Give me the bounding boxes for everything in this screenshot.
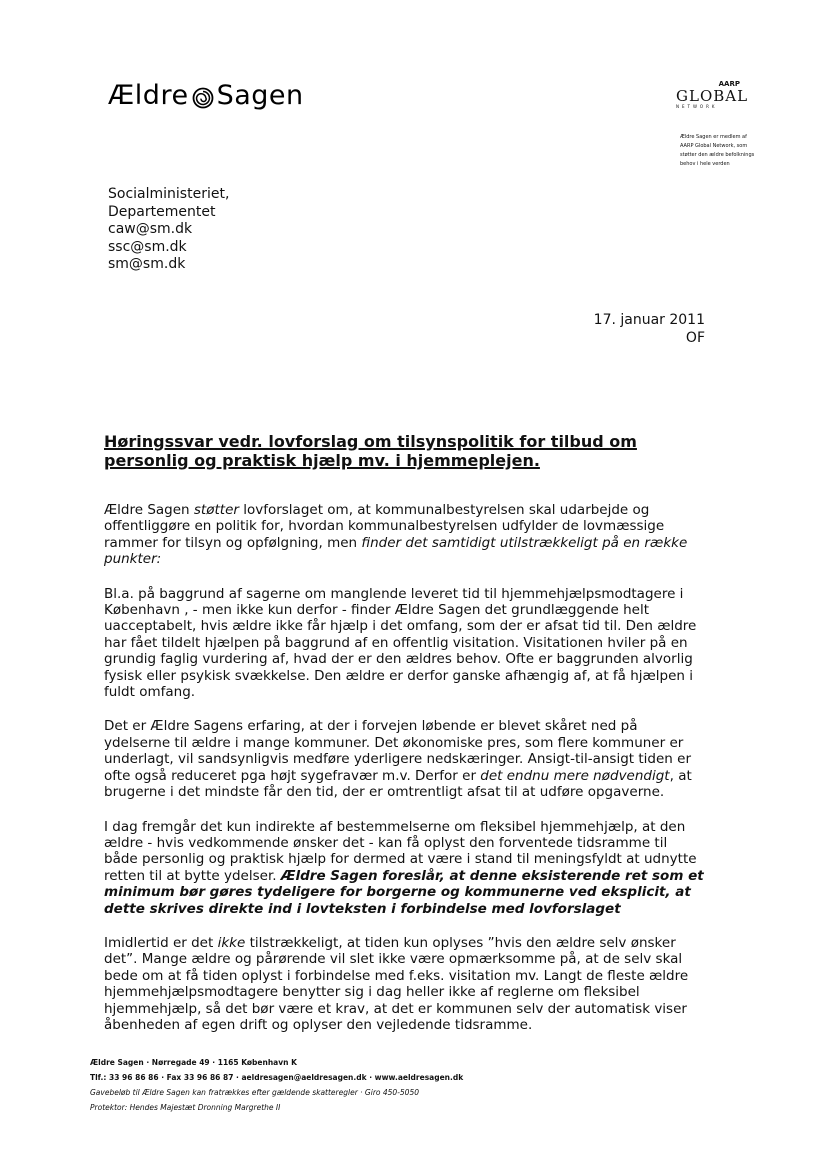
aarp-network-label: NETWORK [676,104,718,109]
aarp-label: AARP [718,80,740,88]
aarp-global-logo [676,80,776,169]
footer-donation-note: Gavebeløb til Ældre Sagen kan fratrækkes efter gældende skatteregler · Giro 450-5050 [90,1088,419,1097]
author-initials: OF [685,329,705,346]
logo-text-left: Ældre [108,80,189,111]
paragraph-5: Imidlertid er det ikke tilstrækkeligt, at tiden kun oplyses ”hvis den ældre selv ønsker det”. Mange ældre og pårørende vil slet ikke være opmærksomme på, at de selv skal bede om at få tiden oplyst i forbindelse med f.eks. visitation mv. Langt de fleste ældre hjemmehjælpsmodtagere benytter sig i dag heller ikke af reglerne om fleksibel hjemmehjælp, så det bør være et krav, at det er kommunen selv der automatisk viser åbenheden af egen drift og oplyser den vejledende tidsramme. [104,934,689,1033]
recipient-address [108,186,229,274]
letter-date: 17. januar 2011 [593,312,705,328]
paragraph-2: Bl.a. på baggrund af sagerne om manglende leveret tid til hjemmehjælpsmodtagere i København , - men ikke kun derfor - finder Ældre Sagen det grundlæggende helt uacceptabelt, hvis ældre ikke får hjælp i det omfang, som der er afsat tid til. Den ældre har fået tildelt hjælpen på baggrund af en offentlig visitation. Visitationen hviler på en grundig faglig vurdering af, hvad der er den ældres behov. Ofte er baggrunden alvorlig fysisk eller psykisk svækkelse. Den ældre er derfor ganske afhængig af, at få hjælpen i fuldt omfang. [104,585,697,701]
date-block [594,312,705,347]
footer-protector: Protektor: Hendes Majestæt Dronning Margrethe II [90,1103,281,1112]
logo-text-right: Sagen [216,80,304,111]
aarp-global-label: GLOBAL [676,87,749,105]
letter-footer [90,1055,590,1115]
aarp-membership-note: Ældre Sagen er medlem af AARP Global Network, som støtter den ældre befolknings behov i hele verden [680,134,755,167]
letter-subject: Høringssvar vedr. lovforslag om tilsynspolitik for tilbud om personlig og praktisk hjælp mv. i hjemmeplejen. [104,432,637,470]
footer-address: Ældre Sagen · Nørregade 49 · 1165 København K [90,1058,297,1067]
letter-body [104,502,704,1051]
recipient-line: Socialministeriet, [108,186,230,202]
recipient-email: ssc@sm.dk [108,238,187,255]
recipient-email: caw@sm.dk [108,221,193,237]
paragraph-1: Ældre Sagen støtter lovforslaget om, at kommunalbestyrelsen skal udarbejde og offentliggøre en politik for, hvordan kommunalbestyrelsen udfylder de lovmæssige rammer for tilsyn og opfølgning, men finder det samtidigt utilstrækkeligt på en række punkter: [104,502,688,568]
paragraph-3: Det er Ældre Sagens erfaring, at der i forvejen løbende er blevet skåret ned på ydelserne til ældre i mange kommuner. Det økonomiske pres, som flere kommuner er underlagt, vil sandsynligvis medføre yderligere nedskæringer. Ansigt-til-ansigt tiden er ofte også reduceret pga højt sygefravær m.v. Derfor er det endnu mere nødvendigt, at brugerne i det mindste får den tid, der er omtrentligt afsat til at udføre opgaverne. [104,718,692,801]
paragraph-4: I dag fremgår det kun indirekte af bestemmelserne om fleksibel hjemmehjælp, at den ældre - hvis vedkommende ønsker det - kan få oplyst den forventede tidsramme til både personlig og praktisk hjælp for dermed at være i stand til meningsfyldt at udnytte retten til at bytte ydelser. Ældre Sagen foreslår, at denne eksisterende ret som et minimum bør gøres tydeligere for borgerne og kommunerne ved eksplicit, at dette skrives direkte ind i lovteksten i forbindelse med lovforslaget [104,818,704,917]
swirl-icon [192,85,214,107]
recipient-line: Departementet [108,203,216,220]
aeldre-sagen-logo [108,80,304,111]
recipient-email: sm@sm.dk [108,256,186,272]
footer-contact: Tlf.: 33 96 86 86 · Fax 33 96 86 87 · aeldresagen@aeldresagen.dk · www.aeldresagen.dk [90,1073,464,1082]
